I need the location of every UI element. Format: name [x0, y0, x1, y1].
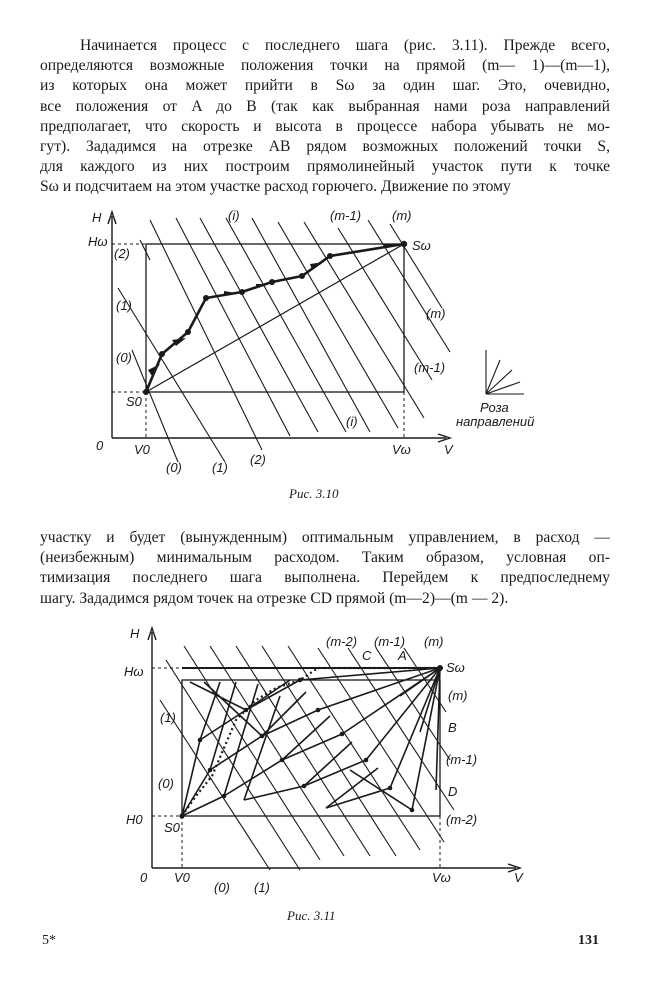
s-omega-label: Sω: [412, 238, 431, 253]
path-point: [340, 732, 345, 737]
line-label: (1): [160, 710, 176, 725]
path-segment: [182, 740, 200, 816]
h0-label: H0: [126, 812, 143, 827]
text-line: для каждого из них построим прямолинейный участок пути к точке: [40, 158, 610, 176]
v-axis-label: V: [514, 870, 523, 885]
v0-label: V0: [174, 870, 190, 885]
path-point: [159, 351, 165, 357]
path-point: [280, 758, 285, 763]
diag-line: [160, 700, 270, 870]
rose-label: направлений: [456, 414, 535, 429]
path-point: [364, 758, 369, 763]
line-label: (m-1): [446, 752, 478, 767]
text-line: участку и будет (вынужденным) оптимальным управлением, в расход —: [40, 529, 610, 546]
line-label: (2): [250, 452, 266, 467]
h-omega-label: Hω: [124, 664, 144, 679]
figure-labels: [124, 626, 524, 895]
diag-line: [140, 240, 150, 260]
path-segment: [210, 682, 236, 770]
path-segment: [326, 788, 390, 808]
line-label: (0): [158, 776, 174, 791]
line-label: (m): [424, 634, 444, 649]
page-number: 131: [578, 933, 599, 948]
diag-line: [390, 224, 442, 308]
line-label: (2): [114, 246, 130, 261]
point-label: B: [448, 720, 457, 735]
v-omega-label: Vω: [392, 442, 411, 457]
path-segment: [304, 760, 366, 786]
line-label: (1): [212, 460, 228, 475]
point-label: A: [398, 648, 407, 663]
diag-line: [200, 218, 318, 432]
path-point: [298, 678, 303, 683]
path-point: [239, 289, 245, 295]
diag-line: [368, 220, 450, 352]
paragraph-1: [40, 36, 610, 198]
figure-labels: [88, 208, 534, 475]
text-line: все положения от A до B (так как выбранная нами роза направлений: [40, 97, 610, 115]
rose-label: Роза: [480, 400, 509, 415]
line-label: (0): [166, 460, 182, 475]
path-segment: [318, 668, 440, 710]
line-label: (m-2): [446, 812, 478, 827]
line-label: (m): [426, 306, 446, 321]
path-point: [143, 389, 149, 395]
line-label: (m): [448, 688, 468, 703]
text-line: Начинается процесс с последнего шага (рис. 3.11). Прежде всего,: [80, 37, 610, 54]
line-label: (m-1): [414, 360, 446, 375]
point-label: D: [448, 784, 458, 799]
line-label: (0): [214, 880, 230, 895]
path-point: [327, 253, 333, 259]
path-point: [437, 665, 443, 671]
line-label: (m-1): [330, 208, 362, 223]
diag-line: [176, 218, 290, 436]
line-label: (m-2): [326, 634, 358, 649]
s0-label: S0: [164, 820, 180, 835]
rose-ray: [486, 370, 512, 394]
line-label: (m-1): [374, 634, 406, 649]
diagonal-lines: [118, 218, 450, 462]
path-segment: [200, 682, 220, 740]
path-point: [299, 273, 305, 279]
line-label: (1): [116, 298, 132, 313]
text-line: Sω и подсчитаем на этом участке расход горючего. Движение по этому: [40, 178, 511, 196]
path-point: [401, 241, 407, 247]
v-omega-label: Vω: [432, 870, 451, 885]
origin-label: 0: [140, 870, 148, 885]
line-label: (i): [228, 208, 240, 223]
h-axis-label: H: [92, 210, 102, 225]
path-point: [316, 708, 321, 713]
diag-line: [118, 288, 225, 462]
h-omega-label: Hω: [88, 234, 108, 249]
paragraph-2: [40, 528, 610, 609]
line-label: (0): [116, 350, 132, 365]
path-point: [244, 708, 249, 713]
text-line: (неизбежным) минимальным расходом. Таким образом, условная оп-: [40, 549, 610, 567]
rose-ray: [486, 360, 500, 394]
diag-line: [278, 222, 398, 428]
path-segment: [350, 770, 412, 810]
rose-ray: [486, 382, 520, 394]
figure-3-11: [0, 620, 645, 900]
path-point: [410, 808, 415, 813]
path-point: [302, 784, 307, 789]
path-point: [269, 279, 275, 285]
path-point: [222, 794, 227, 799]
figure-3-10: [0, 200, 645, 480]
direct-path: [146, 244, 404, 392]
path-point: [203, 295, 209, 301]
path-segment: [300, 668, 440, 680]
line-label: (m): [392, 208, 412, 223]
point-label: C: [362, 648, 372, 663]
arrow-icon: [310, 262, 324, 270]
h-axis-label: H: [130, 626, 140, 641]
v0-label: V0: [134, 442, 150, 457]
path-segment: [282, 734, 342, 760]
text-line: предполагает, что скорость и высота в процессе набора убывать не мо-: [40, 117, 610, 135]
signature-mark: 5*: [42, 933, 56, 948]
line-label: (1): [254, 880, 270, 895]
figure-3-10-caption: Рис. 3.10: [289, 486, 339, 501]
path-point: [185, 329, 191, 335]
text-line: шагу. Зададимся рядом точек на отрезке CD прямой (m—2)—(m — 2).: [40, 589, 509, 607]
figure-3-11-caption: Рис. 3.11: [287, 908, 336, 923]
s-omega-label: Sω: [446, 660, 465, 675]
path-point: [208, 768, 213, 773]
text-line: определяются возможные положения точки на прямой (m— 1)—(m—1),: [40, 57, 610, 75]
v-axis-label: V: [444, 442, 453, 457]
s0-label: S0: [126, 394, 142, 409]
direction-rose: [486, 350, 524, 394]
origin-label: 0: [96, 438, 104, 453]
path-point: [179, 813, 184, 818]
text-line: из которых она может прийти в Sω за один шаг. Это, очевидно,: [40, 77, 610, 95]
path-point: [388, 786, 393, 791]
diag-line: [226, 218, 346, 432]
path-point: [260, 734, 265, 739]
line-label: (i): [346, 414, 358, 429]
path-segment: [366, 668, 440, 760]
text-line: тимизация последнего шага выполнена. Перейдем к предпоследнему: [40, 569, 610, 587]
path-point: [198, 738, 203, 743]
text-line: гут). Зададимся на отрезке AB рядом возможных положений точки S,: [40, 138, 610, 156]
